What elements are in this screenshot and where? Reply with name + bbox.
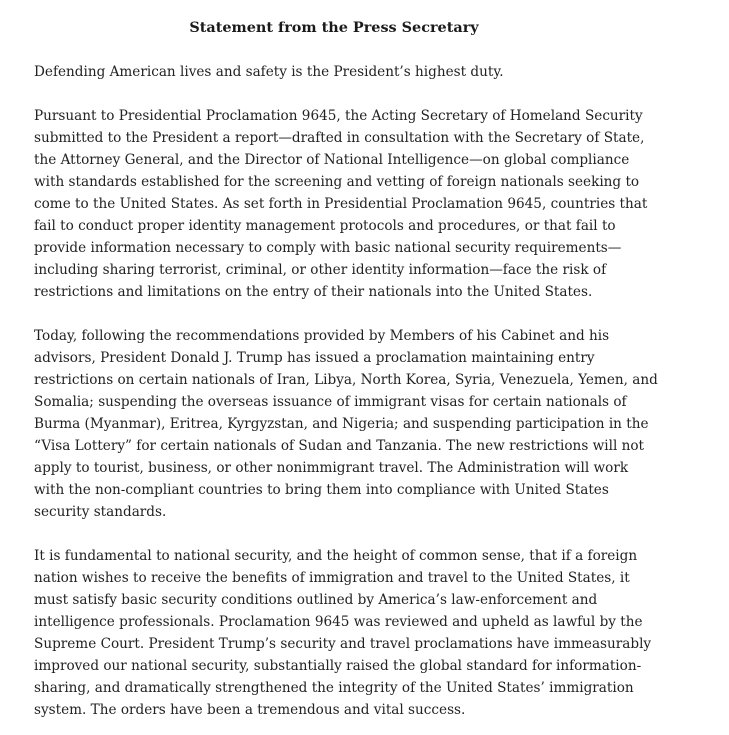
paragraph-line: improved our national security, substantially raised the global standard for information- [34,658,642,674]
paragraph-line: including sharing terrorist, criminal, or other identity information—face the risk of [34,262,607,278]
paragraph-4 [34,545,651,721]
paragraph-line: restrictions and limitations on the entry of their nationals into the United States. [34,284,593,300]
paragraph-3 [34,325,658,523]
paragraph-line: submitted to the President a report—drafted in consultation with the Secretary of State, [34,130,645,146]
paragraph-line: Burma (Myanmar), Eritrea, Kyrgyzstan, and Nigeria; and suspending participation in the [34,416,649,432]
paragraph-line: nation wishes to receive the benefits of immigration and travel to the United States, it [34,570,630,586]
paragraph-line: come to the United States. As set forth in Presidential Proclamation 9645, countries that [34,196,648,212]
document-title: Statement from the Press Secretary [189,19,479,36]
paragraph-line: Supreme Court. President Trump’s security and travel proclamations have immeasurably [34,636,652,652]
paragraph-2 [34,105,647,303]
paragraph-line: Defending American lives and safety is the President’s highest duty. [34,64,504,80]
paragraph-line: security standards. [34,504,167,520]
paragraph-line: sharing, and dramatically strengthened the integrity of the United States’ immigration [34,680,634,696]
paragraph-line: apply to tourist, business, or other nonimmigrant travel. The Administration will work [34,460,629,476]
paragraph-line: It is fundamental to national security, and the height of common sense, that if a foreign [34,548,638,564]
paragraph-line: system. The orders have been a tremendous and vital success. [34,702,466,718]
paragraph-line: Pursuant to Presidential Proclamation 9645, the Acting Secretary of Homeland Security [34,108,643,124]
paragraph-line: “Visa Lottery” for certain nationals of Sudan and Tanzania. The new restrictions will not [34,438,645,454]
paragraph-line: advisors, President Donald J. Trump has issued a proclamation maintaining entry [34,350,595,366]
paragraph-line: intelligence professionals. Proclamation 9645 was reviewed and upheld as lawful by the [34,614,643,630]
paragraph-line: with standards established for the screening and vetting of foreign nationals seeking to [34,174,640,190]
paragraph-line: with the non-compliant countries to bring them into compliance with United States [34,482,609,498]
paragraph-line: Today, following the recommendations provided by Members of his Cabinet and his [34,328,610,344]
paragraph-line: provide information necessary to comply with basic national security requirements— [34,240,622,256]
paragraph-line: must satisfy basic security conditions outlined by America’s law-enforcement and [34,592,598,608]
paragraph-line: restrictions on certain nationals of Iran, Libya, North Korea, Syria, Venezuela, Yemen, and [34,372,658,388]
paragraph-1 [34,61,504,83]
paragraph-line: Somalia; suspending the overseas issuance of immigrant visas for certain nationals of [34,394,627,410]
paragraph-line: fail to conduct proper identity management protocols and procedures, or that fail to [34,218,616,234]
paragraph-line: the Attorney General, and the Director of National Intelligence—on global compliance [34,152,630,168]
